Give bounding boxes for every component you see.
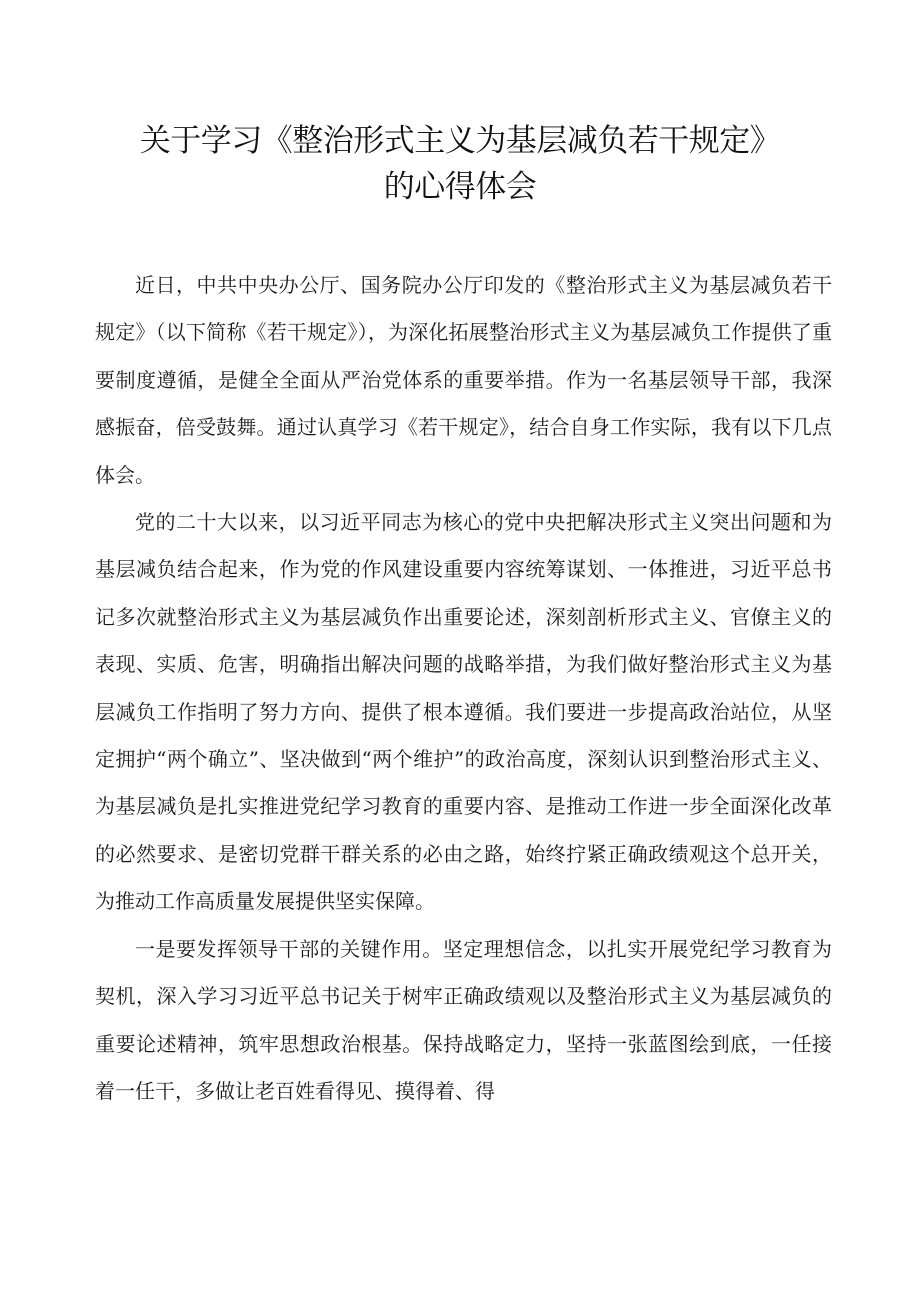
title-line-2: 的心得体会 [383, 169, 537, 205]
paragraph-background: 党的二十大以来，以习近平同志为核心的党中央把解决形式主义突出问题和为基层减负结合起来，作为党的作风建设重要内容统筹谋划、一体推进，习近平总书记多次就整治形式主义为基层减负作出重要论述，深刻剖析形式主义、官僚主义的表现、实质、危害，明确指出解决问题的战略举措，为我们做好整治形式主义为基层减负工作指明了努力方向、提供了根本遵循。我们要进一步提高政治站位，从坚定拥护“两个确立”、坚决做到“两个维护”的政治高度，深刻认识到整治形式主义、为基层减负是扎实推进党纪学习教育的重要内容、是推动工作进一步全面深化改革的必然要求、是密切党群干群关系的必由之路，始终拧紧正确政绩观这个总开关，为推动工作高质量发展提供坚实保障。 [95, 510, 832, 914]
document-title [90, 118, 830, 210]
paragraph-point-one: 一是要发挥领导干部的关键作用。坚定理想信念，以扎实开展党纪学习教育为契机，深入学习习近平总书记关于树牢正确政绩观以及整治形式主义为基层减负的重要论述精神，筑牢思想政治根基。保持战略定力，坚持一张蓝图绘到底，一任接着一任干，多做让老百姓看得见、摸得着、得 [95, 936, 832, 1103]
title-line-1: 关于学习《整治形式主义为基层减负若干规定》 [139, 123, 781, 159]
document-body [95, 262, 832, 1115]
paragraph-intro: 近日，中共中央办公厅、国务院办公厅印发的《整治形式主义为基层减负若干规定》（以下简称《若干规定》），为深化拓展整治形式主义为基层减负工作提供了重要制度遵循，是健全全面从严治党体系的重要举措。作为一名基层领导干部，我深感振奋，倍受鼓舞。通过认真学习《若干规定》，结合自身工作实际，我有以下几点体会。 [95, 273, 832, 487]
